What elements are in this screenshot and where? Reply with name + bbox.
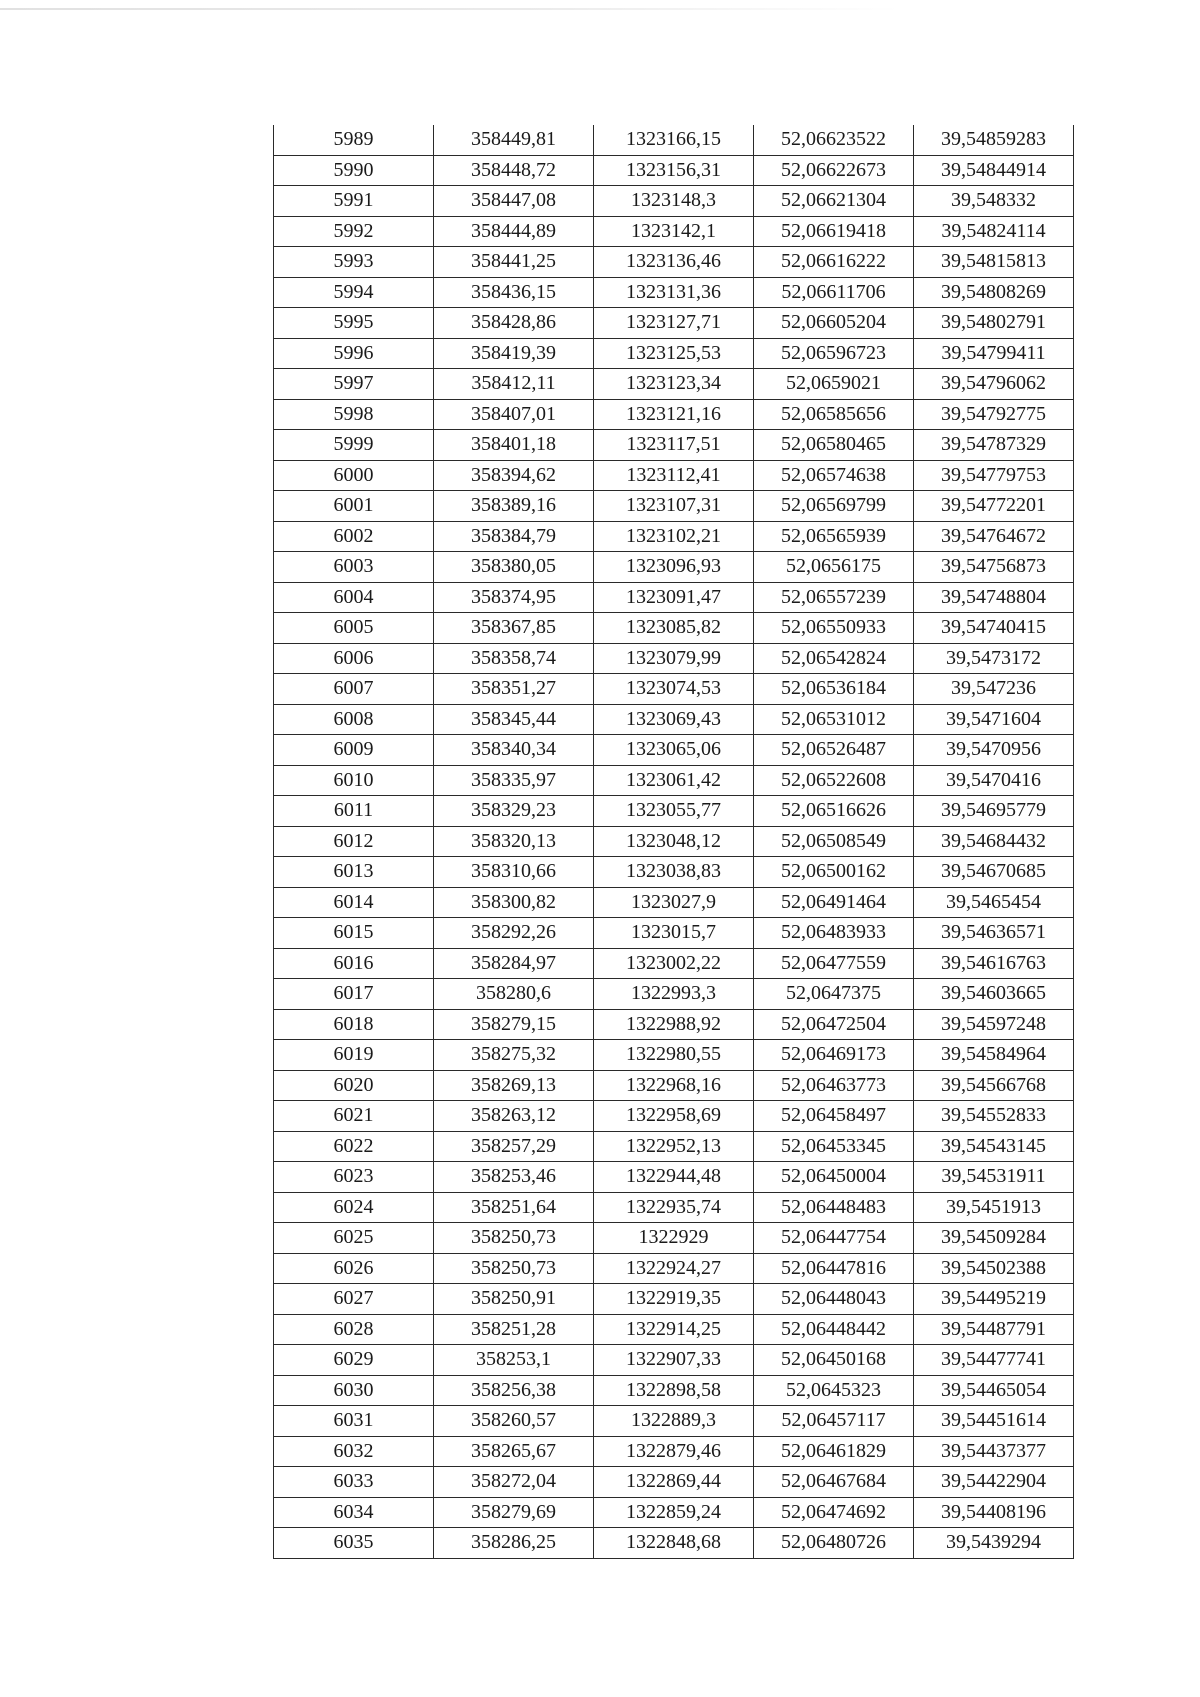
longitude-cell: 39,54792775 — [914, 399, 1074, 430]
longitude-cell: 39,54859283 — [914, 125, 1074, 155]
y-coordinate-cell: 1323123,34 — [594, 369, 754, 400]
y-coordinate-cell: 1322944,48 — [594, 1162, 754, 1193]
table-row — [274, 1253, 1074, 1284]
y-coordinate-cell: 1323055,77 — [594, 796, 754, 827]
x-coordinate-cell: 358401,18 — [434, 430, 594, 461]
latitude-cell: 52,06447754 — [754, 1223, 914, 1254]
table-row — [274, 1375, 1074, 1406]
longitude-cell: 39,54566768 — [914, 1070, 1074, 1101]
latitude-cell: 52,06448442 — [754, 1314, 914, 1345]
y-coordinate-cell: 1323127,71 — [594, 308, 754, 339]
longitude-cell: 39,54815813 — [914, 247, 1074, 278]
x-coordinate-cell: 358286,25 — [434, 1528, 594, 1559]
point-number-cell: 6027 — [274, 1284, 434, 1315]
latitude-cell: 52,06623522 — [754, 125, 914, 155]
latitude-cell: 52,06450004 — [754, 1162, 914, 1193]
latitude-cell: 52,06480726 — [754, 1528, 914, 1559]
latitude-cell: 52,06463773 — [754, 1070, 914, 1101]
latitude-cell: 52,06508549 — [754, 826, 914, 857]
table-row — [274, 552, 1074, 583]
table-row — [274, 308, 1074, 339]
y-coordinate-cell: 1323085,82 — [594, 613, 754, 644]
y-coordinate-cell: 1323015,7 — [594, 918, 754, 949]
table-row — [274, 765, 1074, 796]
latitude-cell: 52,0647375 — [754, 979, 914, 1010]
longitude-cell: 39,54616763 — [914, 948, 1074, 979]
y-coordinate-cell: 1323102,21 — [594, 521, 754, 552]
latitude-cell: 52,06619418 — [754, 216, 914, 247]
longitude-cell: 39,54740415 — [914, 613, 1074, 644]
y-coordinate-cell: 1322968,16 — [594, 1070, 754, 1101]
x-coordinate-cell: 358253,46 — [434, 1162, 594, 1193]
y-coordinate-cell: 1322859,24 — [594, 1497, 754, 1528]
y-coordinate-cell: 1322952,13 — [594, 1131, 754, 1162]
x-coordinate-cell: 358279,69 — [434, 1497, 594, 1528]
point-number-cell: 6031 — [274, 1406, 434, 1437]
x-coordinate-cell: 358351,27 — [434, 674, 594, 705]
point-number-cell: 5995 — [274, 308, 434, 339]
point-number-cell: 6035 — [274, 1528, 434, 1559]
longitude-cell: 39,547236 — [914, 674, 1074, 705]
table-row — [274, 613, 1074, 644]
table-row — [274, 1467, 1074, 1498]
x-coordinate-cell: 358447,08 — [434, 186, 594, 217]
latitude-cell: 52,06522608 — [754, 765, 914, 796]
point-number-cell: 6019 — [274, 1040, 434, 1071]
point-number-cell: 6012 — [274, 826, 434, 857]
x-coordinate-cell: 358384,79 — [434, 521, 594, 552]
x-coordinate-cell: 358389,16 — [434, 491, 594, 522]
latitude-cell: 52,06516626 — [754, 796, 914, 827]
x-coordinate-cell: 358253,1 — [434, 1345, 594, 1376]
table-row — [274, 1192, 1074, 1223]
longitude-cell: 39,5470416 — [914, 765, 1074, 796]
longitude-cell: 39,5470956 — [914, 735, 1074, 766]
point-number-cell: 6009 — [274, 735, 434, 766]
longitude-cell: 39,54844914 — [914, 155, 1074, 186]
longitude-cell: 39,54695779 — [914, 796, 1074, 827]
latitude-cell: 52,06622673 — [754, 155, 914, 186]
table-row — [274, 216, 1074, 247]
x-coordinate-cell: 358367,85 — [434, 613, 594, 644]
longitude-cell: 39,54748804 — [914, 582, 1074, 613]
point-number-cell: 6023 — [274, 1162, 434, 1193]
y-coordinate-cell: 1322988,92 — [594, 1009, 754, 1040]
table-row — [274, 125, 1074, 155]
y-coordinate-cell: 1323136,46 — [594, 247, 754, 278]
x-coordinate-cell: 358436,15 — [434, 277, 594, 308]
point-number-cell: 5992 — [274, 216, 434, 247]
longitude-cell: 39,54531911 — [914, 1162, 1074, 1193]
y-coordinate-cell: 1322935,74 — [594, 1192, 754, 1223]
x-coordinate-cell: 358320,13 — [434, 826, 594, 857]
longitude-cell: 39,54684432 — [914, 826, 1074, 857]
x-coordinate-cell: 358374,95 — [434, 582, 594, 613]
point-number-cell: 5999 — [274, 430, 434, 461]
x-coordinate-cell: 358340,34 — [434, 735, 594, 766]
table-row — [274, 521, 1074, 552]
table-row — [274, 826, 1074, 857]
point-number-cell: 6030 — [274, 1375, 434, 1406]
y-coordinate-cell: 1322924,27 — [594, 1253, 754, 1284]
table-row — [274, 948, 1074, 979]
table-row — [274, 1284, 1074, 1315]
table-row — [274, 1406, 1074, 1437]
latitude-cell: 52,06531012 — [754, 704, 914, 735]
longitude-cell: 39,54772201 — [914, 491, 1074, 522]
longitude-cell: 39,54597248 — [914, 1009, 1074, 1040]
point-number-cell: 6001 — [274, 491, 434, 522]
x-coordinate-cell: 358256,38 — [434, 1375, 594, 1406]
table-row — [274, 1223, 1074, 1254]
latitude-cell: 52,06580465 — [754, 430, 914, 461]
longitude-cell: 39,54584964 — [914, 1040, 1074, 1071]
x-coordinate-cell: 358412,11 — [434, 369, 594, 400]
longitude-cell: 39,54808269 — [914, 277, 1074, 308]
table-row — [274, 338, 1074, 369]
table-row — [274, 1040, 1074, 1071]
table-row — [274, 674, 1074, 705]
point-number-cell: 6002 — [274, 521, 434, 552]
longitude-cell: 39,54509284 — [914, 1223, 1074, 1254]
latitude-cell: 52,06585656 — [754, 399, 914, 430]
latitude-cell: 52,06477559 — [754, 948, 914, 979]
table-row — [274, 277, 1074, 308]
y-coordinate-cell: 1323131,36 — [594, 277, 754, 308]
latitude-cell: 52,06557239 — [754, 582, 914, 613]
table-row — [274, 582, 1074, 613]
y-coordinate-cell: 1323074,53 — [594, 674, 754, 705]
x-coordinate-cell: 358292,26 — [434, 918, 594, 949]
point-number-cell: 5998 — [274, 399, 434, 430]
point-number-cell: 6008 — [274, 704, 434, 735]
point-number-cell: 6013 — [274, 857, 434, 888]
latitude-cell: 52,06448043 — [754, 1284, 914, 1315]
x-coordinate-cell: 358310,66 — [434, 857, 594, 888]
table-row — [274, 1009, 1074, 1040]
table-row — [274, 918, 1074, 949]
y-coordinate-cell: 1322848,68 — [594, 1528, 754, 1559]
point-number-cell: 6000 — [274, 460, 434, 491]
table-row — [274, 857, 1074, 888]
longitude-cell: 39,54552833 — [914, 1101, 1074, 1132]
table-row — [274, 186, 1074, 217]
y-coordinate-cell: 1323065,06 — [594, 735, 754, 766]
latitude-cell: 52,06621304 — [754, 186, 914, 217]
x-coordinate-cell: 358279,15 — [434, 1009, 594, 1040]
point-number-cell: 6005 — [274, 613, 434, 644]
table-row — [274, 399, 1074, 430]
latitude-cell: 52,06461829 — [754, 1436, 914, 1467]
point-number-cell: 6015 — [274, 918, 434, 949]
table-row — [274, 887, 1074, 918]
table-row — [274, 430, 1074, 461]
point-number-cell: 6026 — [274, 1253, 434, 1284]
y-coordinate-cell: 1323002,22 — [594, 948, 754, 979]
longitude-cell: 39,54477741 — [914, 1345, 1074, 1376]
longitude-cell: 39,54487791 — [914, 1314, 1074, 1345]
longitude-cell: 39,5451913 — [914, 1192, 1074, 1223]
x-coordinate-cell: 358284,97 — [434, 948, 594, 979]
x-coordinate-cell: 358300,82 — [434, 887, 594, 918]
x-coordinate-cell: 358407,01 — [434, 399, 594, 430]
latitude-cell: 52,06605204 — [754, 308, 914, 339]
longitude-cell: 39,5473172 — [914, 643, 1074, 674]
point-number-cell: 6014 — [274, 887, 434, 918]
longitude-cell: 39,54824114 — [914, 216, 1074, 247]
point-number-cell: 6006 — [274, 643, 434, 674]
point-number-cell: 6017 — [274, 979, 434, 1010]
longitude-cell: 39,54543145 — [914, 1131, 1074, 1162]
point-number-cell: 6007 — [274, 674, 434, 705]
point-number-cell: 5991 — [274, 186, 434, 217]
y-coordinate-cell: 1323027,9 — [594, 887, 754, 918]
longitude-cell: 39,54603665 — [914, 979, 1074, 1010]
table-row — [274, 155, 1074, 186]
point-number-cell: 6028 — [274, 1314, 434, 1345]
latitude-cell: 52,06448483 — [754, 1192, 914, 1223]
latitude-cell: 52,0645323 — [754, 1375, 914, 1406]
longitude-cell: 39,54670685 — [914, 857, 1074, 888]
y-coordinate-cell: 1323048,12 — [594, 826, 754, 857]
point-number-cell: 6003 — [274, 552, 434, 583]
y-coordinate-cell: 1323166,15 — [594, 125, 754, 155]
latitude-cell: 52,06453345 — [754, 1131, 914, 1162]
latitude-cell: 52,06550933 — [754, 613, 914, 644]
point-number-cell: 6025 — [274, 1223, 434, 1254]
point-number-cell: 6034 — [274, 1497, 434, 1528]
table-row — [274, 735, 1074, 766]
longitude-cell: 39,54502388 — [914, 1253, 1074, 1284]
x-coordinate-cell: 358251,28 — [434, 1314, 594, 1345]
point-number-cell: 6016 — [274, 948, 434, 979]
y-coordinate-cell: 1322929 — [594, 1223, 754, 1254]
latitude-cell: 52,06542824 — [754, 643, 914, 674]
x-coordinate-cell: 358250,73 — [434, 1253, 594, 1284]
x-coordinate-cell: 358265,67 — [434, 1436, 594, 1467]
latitude-cell: 52,06450168 — [754, 1345, 914, 1376]
longitude-cell: 39,54451614 — [914, 1406, 1074, 1437]
x-coordinate-cell: 358419,39 — [434, 338, 594, 369]
x-coordinate-cell: 358335,97 — [434, 765, 594, 796]
x-coordinate-cell: 358280,6 — [434, 979, 594, 1010]
coordinates-table — [273, 125, 1074, 1559]
y-coordinate-cell: 1323148,3 — [594, 186, 754, 217]
x-coordinate-cell: 358263,12 — [434, 1101, 594, 1132]
longitude-cell: 39,54787329 — [914, 430, 1074, 461]
table-row — [274, 1497, 1074, 1528]
point-number-cell: 6010 — [274, 765, 434, 796]
longitude-cell: 39,5471604 — [914, 704, 1074, 735]
point-number-cell: 6029 — [274, 1345, 434, 1376]
y-coordinate-cell: 1322914,25 — [594, 1314, 754, 1345]
longitude-cell: 39,54799411 — [914, 338, 1074, 369]
latitude-cell: 52,06472504 — [754, 1009, 914, 1040]
point-number-cell: 6024 — [274, 1192, 434, 1223]
latitude-cell: 52,06611706 — [754, 277, 914, 308]
point-number-cell: 6011 — [274, 796, 434, 827]
point-number-cell: 6032 — [274, 1436, 434, 1467]
longitude-cell: 39,54495219 — [914, 1284, 1074, 1315]
point-number-cell: 6004 — [274, 582, 434, 613]
latitude-cell: 52,06526487 — [754, 735, 914, 766]
x-coordinate-cell: 358269,13 — [434, 1070, 594, 1101]
x-coordinate-cell: 358380,05 — [434, 552, 594, 583]
table-row — [274, 643, 1074, 674]
x-coordinate-cell: 358329,23 — [434, 796, 594, 827]
longitude-cell: 39,54779753 — [914, 460, 1074, 491]
x-coordinate-cell: 358448,72 — [434, 155, 594, 186]
y-coordinate-cell: 1323069,43 — [594, 704, 754, 735]
x-coordinate-cell: 358250,91 — [434, 1284, 594, 1315]
latitude-cell: 52,06457117 — [754, 1406, 914, 1437]
table-row — [274, 1070, 1074, 1101]
latitude-cell: 52,06574638 — [754, 460, 914, 491]
y-coordinate-cell: 1323091,47 — [594, 582, 754, 613]
y-coordinate-cell: 1322869,44 — [594, 1467, 754, 1498]
table-row — [274, 1101, 1074, 1132]
y-coordinate-cell: 1323096,93 — [594, 552, 754, 583]
y-coordinate-cell: 1322919,35 — [594, 1284, 754, 1315]
table-row — [274, 460, 1074, 491]
point-number-cell: 6021 — [274, 1101, 434, 1132]
y-coordinate-cell: 1323117,51 — [594, 430, 754, 461]
table-row — [274, 1528, 1074, 1559]
table-row — [274, 1436, 1074, 1467]
y-coordinate-cell: 1322993,3 — [594, 979, 754, 1010]
x-coordinate-cell: 358260,57 — [434, 1406, 594, 1437]
table-row — [274, 1345, 1074, 1376]
y-coordinate-cell: 1323121,16 — [594, 399, 754, 430]
point-number-cell: 5993 — [274, 247, 434, 278]
x-coordinate-cell: 358250,73 — [434, 1223, 594, 1254]
y-coordinate-cell: 1322980,55 — [594, 1040, 754, 1071]
y-coordinate-cell: 1322889,3 — [594, 1406, 754, 1437]
longitude-cell: 39,54802791 — [914, 308, 1074, 339]
latitude-cell: 52,0659021 — [754, 369, 914, 400]
table-row — [274, 369, 1074, 400]
y-coordinate-cell: 1323156,31 — [594, 155, 754, 186]
y-coordinate-cell: 1323142,1 — [594, 216, 754, 247]
x-coordinate-cell: 358441,25 — [434, 247, 594, 278]
longitude-cell: 39,5439294 — [914, 1528, 1074, 1559]
point-number-cell: 5996 — [274, 338, 434, 369]
longitude-cell: 39,5465454 — [914, 887, 1074, 918]
latitude-cell: 52,06474692 — [754, 1497, 914, 1528]
longitude-cell: 39,54408196 — [914, 1497, 1074, 1528]
latitude-cell: 52,06447816 — [754, 1253, 914, 1284]
longitude-cell: 39,548332 — [914, 186, 1074, 217]
y-coordinate-cell: 1323107,31 — [594, 491, 754, 522]
coordinates-table-body — [274, 125, 1074, 1558]
latitude-cell: 52,06458497 — [754, 1101, 914, 1132]
y-coordinate-cell: 1323079,99 — [594, 643, 754, 674]
point-number-cell: 5989 — [274, 125, 434, 155]
latitude-cell: 52,06536184 — [754, 674, 914, 705]
latitude-cell: 52,06469173 — [754, 1040, 914, 1071]
x-coordinate-cell: 358345,44 — [434, 704, 594, 735]
table-row — [274, 704, 1074, 735]
table-row — [274, 1131, 1074, 1162]
latitude-cell: 52,06616222 — [754, 247, 914, 278]
x-coordinate-cell: 358449,81 — [434, 125, 594, 155]
x-coordinate-cell: 358428,86 — [434, 308, 594, 339]
y-coordinate-cell: 1322907,33 — [594, 1345, 754, 1376]
x-coordinate-cell: 358275,32 — [434, 1040, 594, 1071]
longitude-cell: 39,54422904 — [914, 1467, 1074, 1498]
latitude-cell: 52,06500162 — [754, 857, 914, 888]
table-row — [274, 796, 1074, 827]
x-coordinate-cell: 358358,74 — [434, 643, 594, 674]
latitude-cell: 52,06491464 — [754, 887, 914, 918]
y-coordinate-cell: 1323038,83 — [594, 857, 754, 888]
table-row — [274, 979, 1074, 1010]
table-row — [274, 247, 1074, 278]
latitude-cell: 52,06467684 — [754, 1467, 914, 1498]
longitude-cell: 39,54465054 — [914, 1375, 1074, 1406]
table-row — [274, 1314, 1074, 1345]
table-row — [274, 491, 1074, 522]
x-coordinate-cell: 358444,89 — [434, 216, 594, 247]
longitude-cell: 39,54636571 — [914, 918, 1074, 949]
latitude-cell: 52,06483933 — [754, 918, 914, 949]
y-coordinate-cell: 1322898,58 — [594, 1375, 754, 1406]
y-coordinate-cell: 1323061,42 — [594, 765, 754, 796]
x-coordinate-cell: 358272,04 — [434, 1467, 594, 1498]
y-coordinate-cell: 1323112,41 — [594, 460, 754, 491]
x-coordinate-cell: 358251,64 — [434, 1192, 594, 1223]
point-number-cell: 6018 — [274, 1009, 434, 1040]
latitude-cell: 52,0656175 — [754, 552, 914, 583]
scan-edge-artifact — [0, 8, 900, 10]
x-coordinate-cell: 358257,29 — [434, 1131, 594, 1162]
point-number-cell: 5994 — [274, 277, 434, 308]
longitude-cell: 39,54437377 — [914, 1436, 1074, 1467]
y-coordinate-cell: 1322958,69 — [594, 1101, 754, 1132]
y-coordinate-cell: 1322879,46 — [594, 1436, 754, 1467]
longitude-cell: 39,54764672 — [914, 521, 1074, 552]
point-number-cell: 5990 — [274, 155, 434, 186]
point-number-cell: 6022 — [274, 1131, 434, 1162]
latitude-cell: 52,06565939 — [754, 521, 914, 552]
latitude-cell: 52,06569799 — [754, 491, 914, 522]
y-coordinate-cell: 1323125,53 — [594, 338, 754, 369]
longitude-cell: 39,54796062 — [914, 369, 1074, 400]
point-number-cell: 6020 — [274, 1070, 434, 1101]
table-row — [274, 1162, 1074, 1193]
point-number-cell: 5997 — [274, 369, 434, 400]
longitude-cell: 39,54756873 — [914, 552, 1074, 583]
latitude-cell: 52,06596723 — [754, 338, 914, 369]
x-coordinate-cell: 358394,62 — [434, 460, 594, 491]
point-number-cell: 6033 — [274, 1467, 434, 1498]
